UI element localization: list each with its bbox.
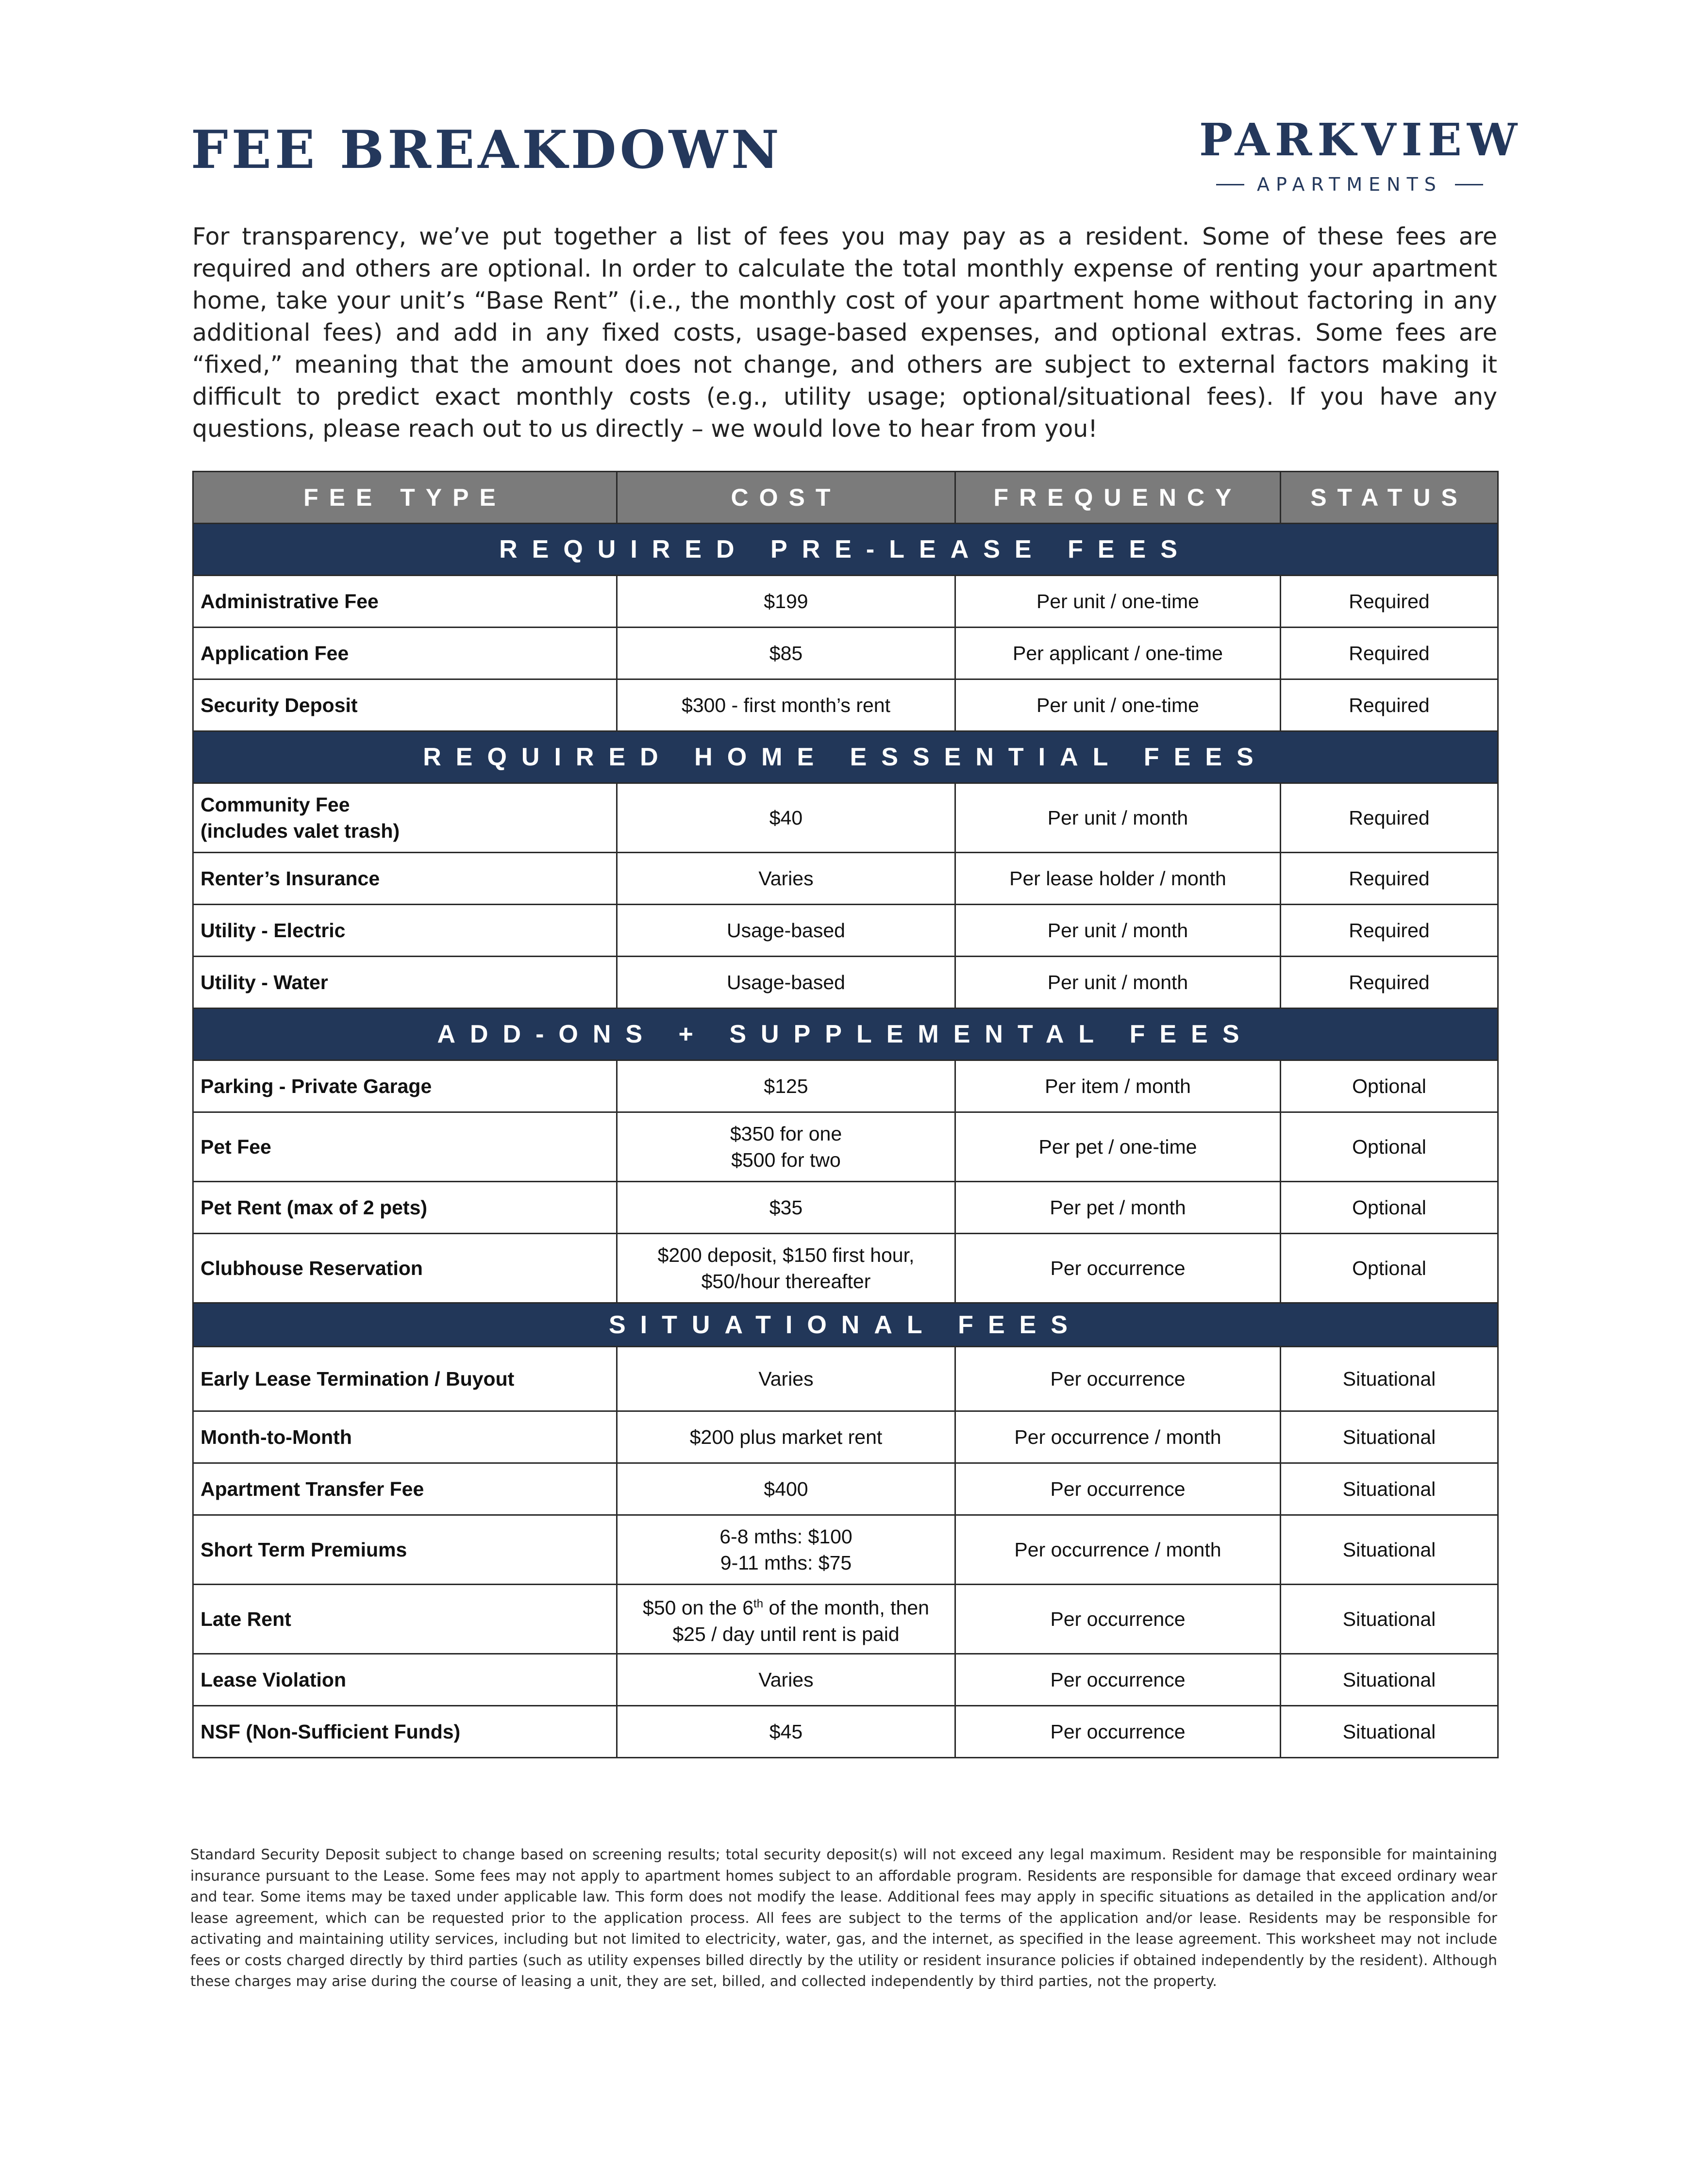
fee-name: Security Deposit (193, 679, 617, 731)
section-title: SITUATIONAL FEES (193, 1303, 1498, 1347)
page-title: FEE BREAKDOWN (191, 119, 783, 181)
logo-subtitle-text: APARTMENTS (1257, 174, 1442, 195)
fee-status: Required (1281, 628, 1498, 679)
fee-frequency: Per occurrence / month (955, 1411, 1281, 1463)
intro-paragraph: For transparency, we’ve put together a list of fees you may pay as a resident. Some of these fees are required and others are optional. In order to calculate the total monthly expense of renting your apartment home, take your unit’s “Base Rent” (i.e., the monthly cost of your apartment home without factoring in any additional fees) and add in any fixed costs, usage-based expenses, and optional extras. Some fees are “fixed,” meaning that the amount does not change, and others are subject to external factors making it difficult to predict exact monthly costs (e.g., utility usage; optional/situational fees). If you have any questions, please reach out to us directly – we would love to hear from you! (192, 223, 1497, 443)
table-row (193, 1234, 1498, 1303)
table-row (193, 1060, 1498, 1112)
logo-rule-right (1455, 184, 1483, 185)
table-row (193, 1706, 1498, 1758)
table-row (193, 1515, 1498, 1585)
fee-frequency: Per occurrence (955, 1463, 1281, 1515)
fee-frequency: Per unit / one-time (955, 576, 1281, 628)
fee-name: Pet Rent (max of 2 pets) (193, 1182, 617, 1234)
fee-name: Renter’s Insurance (193, 853, 617, 905)
fee-cost: 6-8 mths: $100 9-11 mths: $75 (617, 1515, 955, 1585)
fee-status: Required (1281, 783, 1498, 853)
table-row (193, 1112, 1498, 1182)
fee-name: NSF (Non-Sufficient Funds) (193, 1706, 617, 1758)
fee-cost: $125 (617, 1060, 955, 1112)
fee-status: Situational (1281, 1585, 1498, 1654)
table-row (193, 576, 1498, 628)
disclaimer-footnote: Standard Security Deposit subject to change based on screening results; total security deposit(s) will not exceed any legal maximum. Resident may be responsible for maintaining insurance pursuant to the Lease. Some fees may not apply to apartment homes subject to an affordable program. Residents are responsible for damage that exceed ordinary wear and tear. Some items may be taxed under applicable law. This form does not modify the lease. Additional fees may apply in specific situations as detailed in the application and/or lease agreement, which can be requested prior to the application process. All fees are subject to the terms of the application and/or lease. Residents may be responsible for activating and maintaining utility services, including but not limited to electricity, water, gas, and the internet, as specified in the lease agreement. This worksheet may not include fees or costs charged directly by third parties (such as utility expenses billed directly by the utility or resident insurance policies if obtained independently by the resident). Although these charges may arise during the course of leasing a unit, they are set, billed, and collected independently by third parties, not the property. (190, 1846, 1497, 1989)
fee-name: Parking - Private Garage (193, 1060, 617, 1112)
fee-status: Situational (1281, 1463, 1498, 1515)
fee-status: Required (1281, 853, 1498, 905)
table-row (193, 1347, 1498, 1411)
header-status: STATUS (1281, 472, 1498, 524)
cost-text-continued: of the month, then $25 / day until rent is paid (672, 1596, 929, 1645)
fee-name: Month-to-Month (193, 1411, 617, 1463)
fee-cost: Usage-based (617, 905, 955, 957)
fee-cost: $199 (617, 576, 955, 628)
header-cost: COST (617, 472, 955, 524)
section-header-add-ons (193, 1009, 1498, 1060)
fee-frequency: Per item / month (955, 1060, 1281, 1112)
fee-status: Situational (1281, 1654, 1498, 1706)
fee-frequency: Per occurrence / month (955, 1515, 1281, 1585)
fee-cost: Varies (617, 853, 955, 905)
logo-rule-left (1216, 184, 1244, 185)
section-title: REQUIRED PRE-LEASE FEES (193, 524, 1498, 576)
fee-name: Utility - Electric (193, 905, 617, 957)
fee-cost: Varies (617, 1347, 955, 1411)
table-header-row (193, 472, 1498, 524)
fee-frequency: Per occurrence (955, 1234, 1281, 1303)
fee-cost: $300 - first month’s rent (617, 679, 955, 731)
fee-cost: $400 (617, 1463, 955, 1515)
fee-frequency: Per occurrence (955, 1585, 1281, 1654)
fee-cost: $350 for one $500 for two (617, 1112, 955, 1182)
table-row (193, 1654, 1498, 1706)
table-row (193, 1411, 1498, 1463)
fee-name: Short Term Premiums (193, 1515, 617, 1585)
fee-status: Optional (1281, 1112, 1498, 1182)
fee-cost: $85 (617, 628, 955, 679)
fee-name: Utility - Water (193, 957, 617, 1009)
section-header-pre-lease (193, 524, 1498, 576)
fee-frequency: Per unit / month (955, 905, 1281, 957)
logo-name: PARKVIEW (1199, 114, 1523, 166)
fee-table (192, 471, 1499, 1758)
fee-status: Optional (1281, 1182, 1498, 1234)
fee-status: Required (1281, 905, 1498, 957)
fee-cost: Usage-based (617, 957, 955, 1009)
fee-name: Apartment Transfer Fee (193, 1463, 617, 1515)
fee-status: Required (1281, 679, 1498, 731)
fee-status: Situational (1281, 1706, 1498, 1758)
table-row (193, 1585, 1498, 1654)
fee-frequency: Per occurrence (955, 1706, 1281, 1758)
fee-cost: $200 deposit, $150 first hour, $50/hour thereafter (617, 1234, 955, 1303)
fee-cost: $45 (617, 1706, 955, 1758)
section-title: ADD-ONS + SUPPLEMENTAL FEES (193, 1009, 1498, 1060)
section-header-situational (193, 1303, 1498, 1347)
table-row (193, 679, 1498, 731)
fee-name: Community Fee (includes valet trash) (193, 783, 617, 853)
fee-status: Situational (1281, 1347, 1498, 1411)
fee-cost: $40 (617, 783, 955, 853)
fee-name: Administrative Fee (193, 576, 617, 628)
fee-cost: $200 plus market rent (617, 1411, 955, 1463)
table-row (193, 628, 1498, 679)
fee-frequency: Per occurrence (955, 1654, 1281, 1706)
fee-status: Situational (1281, 1411, 1498, 1463)
fee-name: Early Lease Termination / Buyout (193, 1347, 617, 1411)
table-row (193, 783, 1498, 853)
table-row (193, 905, 1498, 957)
fee-name: Lease Violation (193, 1654, 617, 1706)
table-row (193, 853, 1498, 905)
table-row (193, 1463, 1498, 1515)
header-frequency: FREQUENCY (955, 472, 1281, 524)
fee-status: Situational (1281, 1515, 1498, 1585)
parkview-logo (1199, 114, 1523, 195)
fee-frequency: Per unit / one-time (955, 679, 1281, 731)
cost-text: $50 on the 6 (643, 1596, 754, 1619)
fee-status: Required (1281, 957, 1498, 1009)
fee-frequency: Per unit / month (955, 783, 1281, 853)
fee-frequency: Per applicant / one-time (955, 628, 1281, 679)
fee-status: Required (1281, 576, 1498, 628)
fee-frequency: Per occurrence (955, 1347, 1281, 1411)
fee-name: Clubhouse Reservation (193, 1234, 617, 1303)
fee-status: Optional (1281, 1060, 1498, 1112)
table-row (193, 1182, 1498, 1234)
table-row (193, 957, 1498, 1009)
fee-frequency: Per pet / month (955, 1182, 1281, 1234)
section-header-home-essential (193, 731, 1498, 783)
fee-cost (617, 1585, 955, 1654)
section-title: REQUIRED HOME ESSENTIAL FEES (193, 731, 1498, 783)
header-fee-type: FEE TYPE (193, 472, 617, 524)
cost-superscript: th (753, 1597, 764, 1611)
fee-frequency: Per unit / month (955, 957, 1281, 1009)
fee-status: Optional (1281, 1234, 1498, 1303)
fee-frequency: Per pet / one-time (955, 1112, 1281, 1182)
fee-cost: $35 (617, 1182, 955, 1234)
logo-subtitle (1199, 174, 1500, 195)
fee-cost: Varies (617, 1654, 955, 1706)
fee-name: Pet Fee (193, 1112, 617, 1182)
fee-frequency: Per lease holder / month (955, 853, 1281, 905)
fee-name: Application Fee (193, 628, 617, 679)
fee-name: Late Rent (193, 1585, 617, 1654)
